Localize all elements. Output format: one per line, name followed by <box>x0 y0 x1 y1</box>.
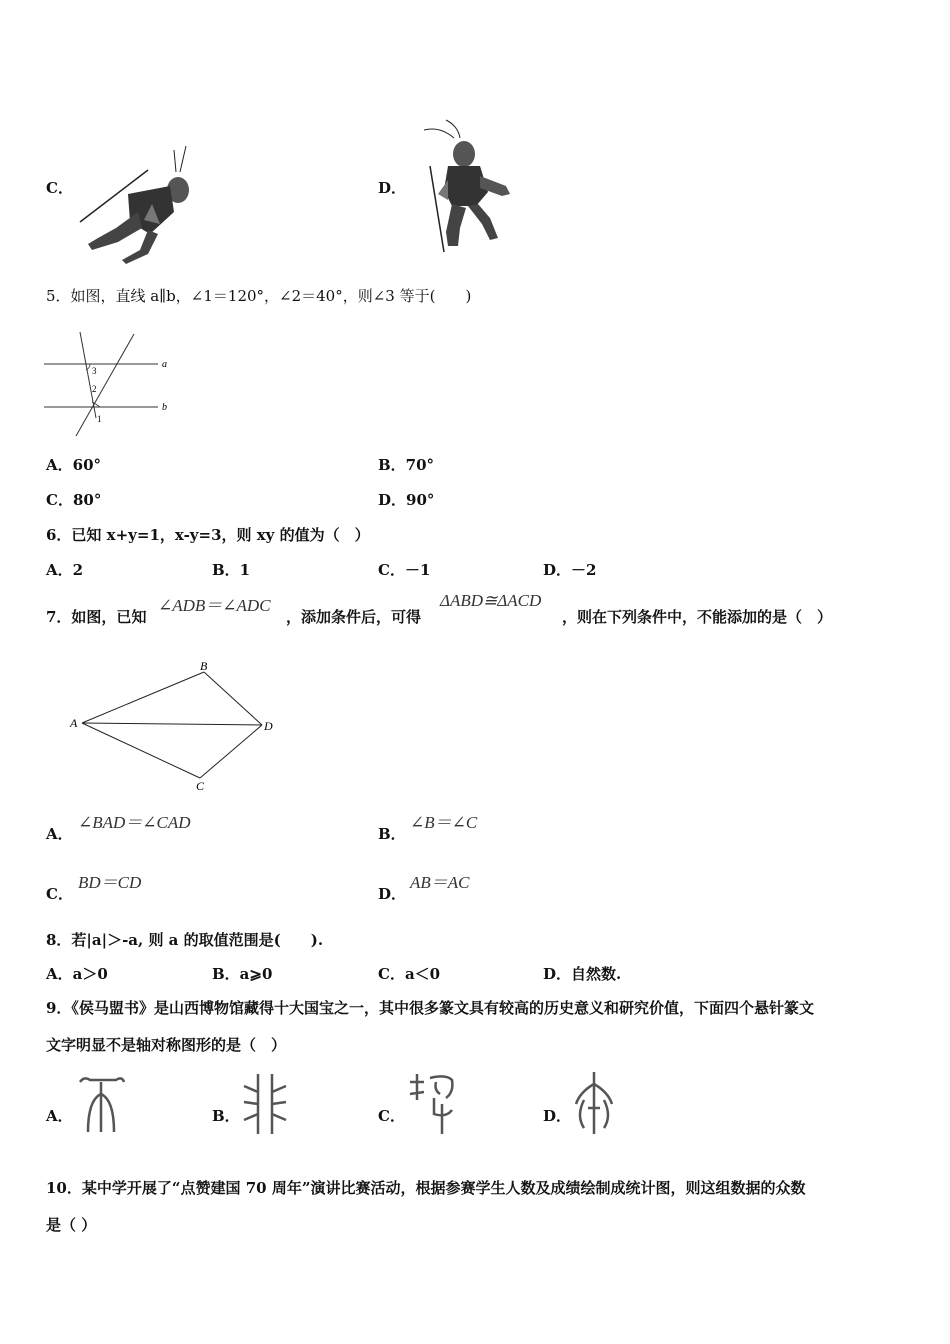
q6-stem: 6．已知 x+y=1，x-y=3，则 xy 的值为（ ） <box>46 526 370 544</box>
q9-stem-line1: 9．《侯马盟书》是山西博物馆藏得十大国宝之一，其中很多篆文具有较高的历史意义和研究价值，下面四个悬针篆文 <box>46 999 814 1017</box>
q6-option-a: A．2 <box>46 561 84 579</box>
q7-stem-pre: 7．如图，已知 <box>46 608 147 626</box>
q5-option-c: C．80° <box>46 491 102 509</box>
q7-option-c-expr: BD＝CD <box>78 873 142 892</box>
q7-congruence: ΔABD≅ΔACD <box>440 591 542 610</box>
vertex-D: D <box>264 719 273 733</box>
monkey-figure-c <box>78 142 198 266</box>
q7-quadrilateral-diagram <box>66 656 286 796</box>
q5-option-a: A．60° <box>46 456 102 474</box>
q9-option-c-label: C． <box>378 1107 405 1125</box>
q8-option-b: B．a⩾0 <box>212 965 273 983</box>
transversal-2 <box>76 334 134 436</box>
q8-option-c: C．a＜0 <box>378 965 441 983</box>
q9-option-b-label: B． <box>212 1107 240 1125</box>
q7-option-d-expr: AB＝AC <box>410 873 470 892</box>
q6-option-b: B．1 <box>212 561 251 579</box>
seal-character-d <box>568 1070 620 1136</box>
q7-condition: ∠ADB＝∠ADC <box>158 596 271 615</box>
q9-stem-line2: 文字明显不是轴对称图形的是（ ） <box>46 1036 287 1054</box>
monkey-figure-d <box>418 120 518 260</box>
label-b: b <box>162 402 167 413</box>
q4-option-c-label: C． <box>46 179 73 197</box>
label-a: a <box>162 359 167 370</box>
label-angle-2: 2 <box>92 384 97 394</box>
q5-option-d: D．90° <box>378 491 435 509</box>
q7-option-b-expr: ∠B＝∠C <box>410 813 478 832</box>
vertex-B: B <box>200 659 208 673</box>
q8-stem: 8．若|a|＞-a, 则 a 的取值范围是( ). <box>46 931 324 949</box>
q7-stem-post: ，则在下列条件中，不能添加的是（ ） <box>562 608 833 626</box>
q7-option-b-label: B． <box>378 825 406 843</box>
q7-stem-mid: ，添加条件后，可得 <box>286 608 422 626</box>
q10-stem-line1: 10．某中学开展了“点赞建国 70 周年”演讲比赛活动，根据参赛学生人数及成绩绘制成统计图，则这组数据的众数 <box>46 1179 806 1197</box>
seal-character-b <box>240 1072 290 1136</box>
vertex-A: A <box>70 716 78 730</box>
seal-character-a <box>76 1074 126 1136</box>
q9-option-d-label: D． <box>543 1107 572 1125</box>
q5-option-b: B．70° <box>378 456 435 474</box>
q7-option-a-label: A． <box>46 825 73 843</box>
q8-option-a: A．a＞0 <box>46 965 108 983</box>
label-angle-1: 1 <box>97 414 102 424</box>
q6-option-d: D．－2 <box>543 561 597 579</box>
q9-option-a-label: A． <box>46 1107 73 1125</box>
q4-option-d-label: D． <box>378 179 407 197</box>
q5-parallel-lines-diagram <box>40 330 180 440</box>
label-angle-3: 3 <box>92 366 97 376</box>
q7-option-c-label: C． <box>46 885 73 903</box>
vertex-C: C <box>196 779 205 793</box>
q5-stem: 5．如图，直线 a∥b，∠1＝120°，∠2＝40°，则∠3 等于( ) <box>46 287 472 305</box>
q7-option-d-label: D． <box>378 885 407 903</box>
q8-option-d: D．自然数. <box>543 965 622 983</box>
q10-stem-line2: 是（ ） <box>46 1216 97 1234</box>
q6-option-c: C．－1 <box>378 561 431 579</box>
seal-character-c <box>406 1070 458 1136</box>
q7-option-a-expr: ∠BAD＝∠CAD <box>78 813 191 832</box>
